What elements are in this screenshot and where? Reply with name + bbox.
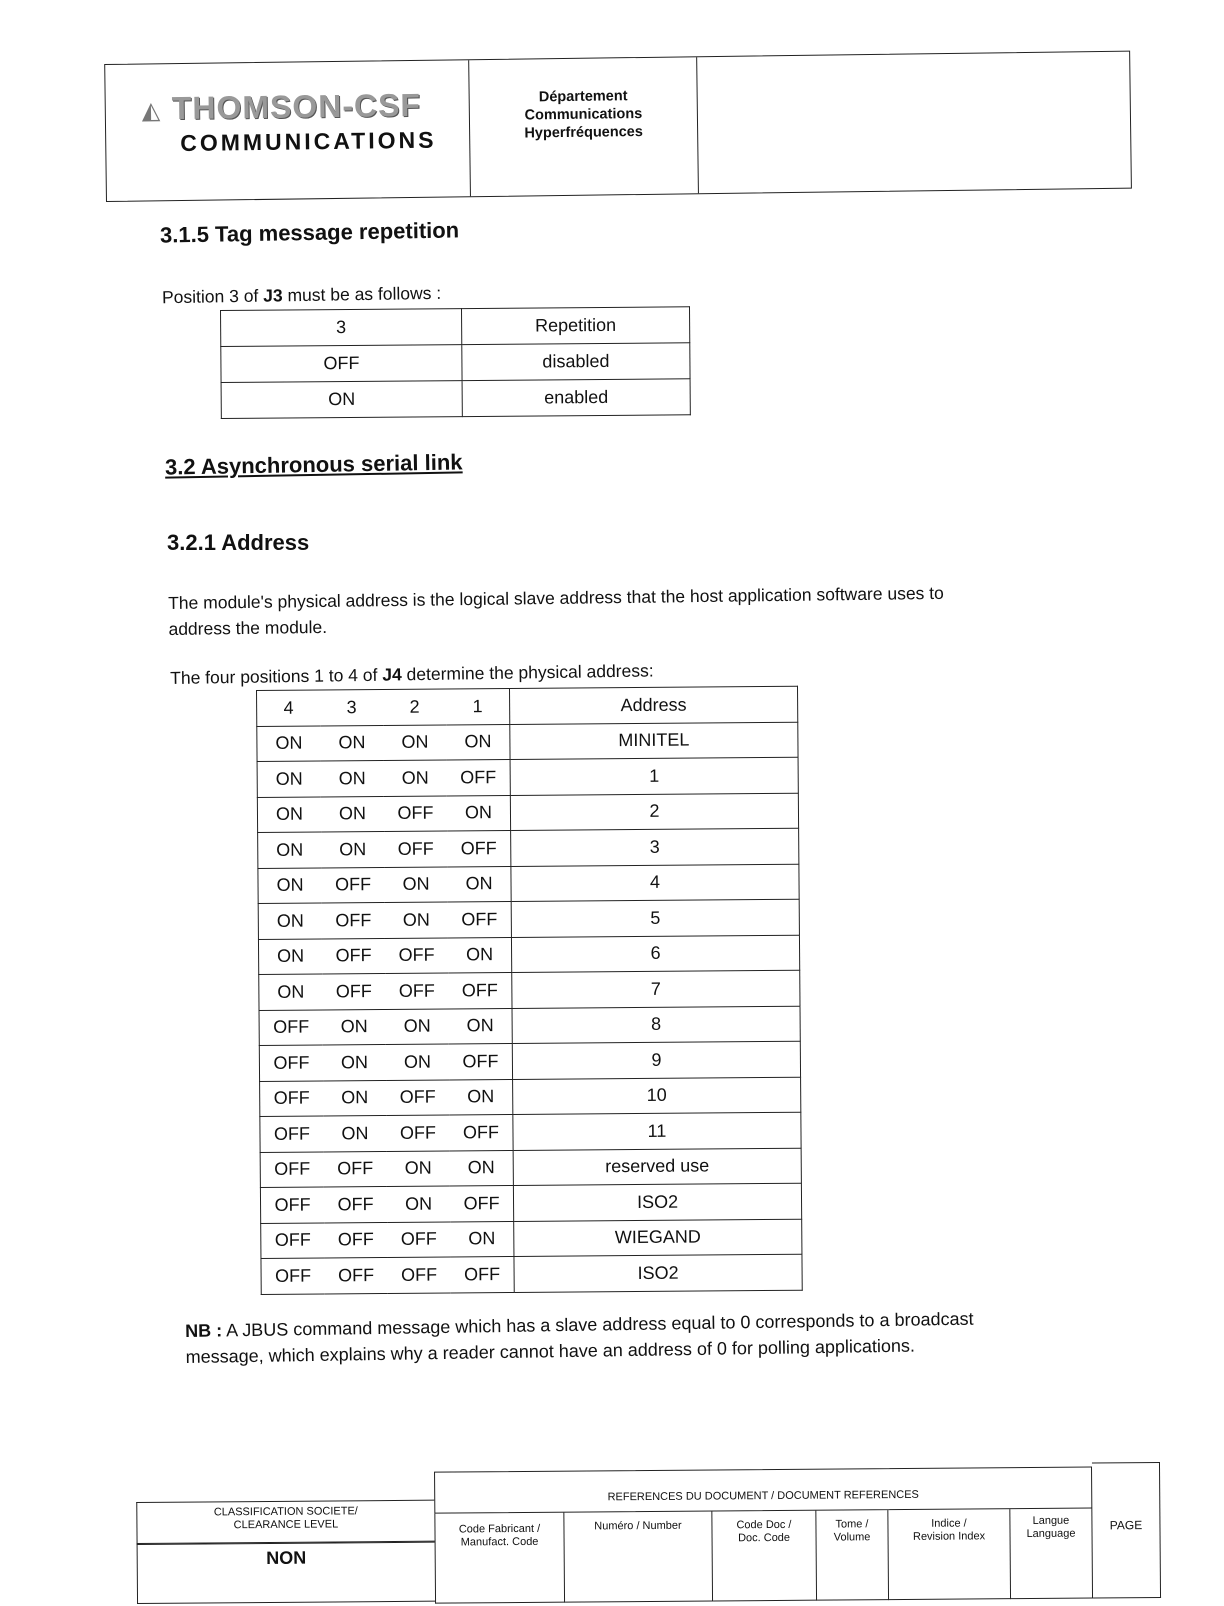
switch-position-cell: ON xyxy=(321,831,384,867)
classification-value-cell xyxy=(137,1542,435,1604)
switch-position-cell: ON xyxy=(449,1008,513,1044)
switch-position-cell: ON xyxy=(447,795,511,831)
switch-position-cell: ON xyxy=(321,761,384,797)
switch-position-cell: OFF xyxy=(261,1258,325,1294)
switch-position-cell: ON xyxy=(323,1044,386,1080)
table-header-row xyxy=(257,686,798,726)
table-row xyxy=(260,1112,801,1152)
table-header-cell: 1 xyxy=(446,689,510,725)
switch-position-cell: ON xyxy=(257,725,321,761)
switch-position-cell: OFF xyxy=(260,1080,324,1116)
table-header-row xyxy=(221,307,690,347)
table-cell: OFF xyxy=(221,345,462,383)
table-row xyxy=(221,343,690,383)
logo-subtitle: COMMUNICATIONS xyxy=(180,126,437,157)
switch-position-cell: OFF xyxy=(387,1221,450,1257)
switch-position-cell: ON xyxy=(258,903,322,939)
classification-label: CLASSIFICATION SOCIETE/ xyxy=(213,1505,358,1519)
table-cell: enabled xyxy=(462,379,690,417)
switch-position-cell: ON xyxy=(258,867,322,903)
reference-column: Code Doc / Doc. Code xyxy=(712,1511,817,1602)
document-footer xyxy=(136,1462,1161,1600)
switch-position-cell: ON xyxy=(387,1186,450,1222)
switch-position-cell: ON xyxy=(383,725,446,761)
references-title-cell xyxy=(434,1466,1092,1513)
table-header-cell: 3 xyxy=(320,690,383,726)
reference-column: Tome / Volume xyxy=(816,1510,889,1601)
references-title: REFERENCES DU DOCUMENT / DOCUMENT REFERENCES xyxy=(607,1488,919,1504)
switch-position-cell: ON xyxy=(259,974,323,1010)
switch-position-cell: ON xyxy=(448,937,512,973)
reference-column: Code Fabricant / Manufact. Code xyxy=(434,1513,565,1604)
table-row xyxy=(257,793,798,833)
department-line: Communications xyxy=(524,105,643,124)
switch-position-cell: OFF xyxy=(259,1045,323,1081)
table-row xyxy=(260,1183,801,1223)
switch-position-cell: OFF xyxy=(447,760,511,796)
address-table-body xyxy=(257,722,802,1294)
switch-position-cell: ON xyxy=(450,1150,514,1186)
address-cell: MINITEL xyxy=(510,722,798,760)
page-cell xyxy=(1092,1462,1161,1599)
switch-position-cell: OFF xyxy=(322,902,385,938)
switch-position-cell: OFF xyxy=(449,1043,513,1079)
address-intro: The four positions 1 to 4 of J4 determine the physical address: xyxy=(170,660,654,688)
classification-label: CLEARANCE LEVEL xyxy=(233,1518,339,1532)
address-cell: 1 xyxy=(510,757,798,795)
table-row xyxy=(261,1254,802,1294)
address-cell: 3 xyxy=(511,828,799,866)
table-header-cell: Repetition xyxy=(461,307,689,345)
address-cell: 2 xyxy=(510,793,798,831)
switch-position-cell: ON xyxy=(257,796,321,832)
table-row xyxy=(259,1041,800,1081)
table-row xyxy=(258,828,799,868)
table-row xyxy=(260,1148,801,1188)
table-row xyxy=(261,1219,802,1259)
address-cell: 6 xyxy=(511,935,799,973)
address-table xyxy=(256,686,803,1295)
table-cell: ON xyxy=(221,381,462,419)
switch-position-cell: OFF xyxy=(387,1257,450,1293)
switch-position-cell: OFF xyxy=(324,1222,387,1258)
repetition-intro: Position 3 of J3 must be as follows : xyxy=(161,282,442,308)
nb-note: NB : A JBUS command message which has a slave address equal to 0 corresponds to a broadcast message, which explains why a reader cannot have an address of 0 for polling applications. xyxy=(185,1308,974,1367)
switch-position-cell: OFF xyxy=(384,796,447,832)
switch-position-cell: ON xyxy=(447,866,511,902)
logo-cell xyxy=(105,60,471,201)
address-cell: ISO2 xyxy=(514,1254,802,1292)
switch-position-cell: OFF xyxy=(324,1257,387,1293)
table-row xyxy=(257,757,798,797)
switch-position-cell: OFF xyxy=(261,1222,325,1258)
switch-position-cell: OFF xyxy=(385,973,448,1009)
table-row xyxy=(259,1006,800,1046)
switch-position-cell: OFF xyxy=(260,1151,324,1187)
switch-position-cell: ON xyxy=(384,867,447,903)
switch-position-cell: ON xyxy=(386,1008,449,1044)
switch-position-cell: OFF xyxy=(385,938,448,974)
switch-position-cell: ON xyxy=(384,760,447,796)
switch-position-cell: ON xyxy=(385,902,448,938)
table-header-cell: 3 xyxy=(221,309,462,347)
address-cell: 7 xyxy=(512,970,800,1008)
address-cell: ISO2 xyxy=(513,1183,801,1221)
switch-position-cell: OFF xyxy=(448,902,512,938)
switch-position-cell: OFF xyxy=(386,1115,449,1151)
address-cell: 11 xyxy=(513,1112,801,1150)
table-header-cell: Address xyxy=(509,686,797,724)
address-cell: reserved use xyxy=(513,1148,801,1186)
switch-position-cell: OFF xyxy=(260,1187,324,1223)
table-row xyxy=(258,864,799,904)
switch-position-cell: OFF xyxy=(449,1114,513,1150)
address-cell: 10 xyxy=(513,1077,801,1115)
address-cell: 5 xyxy=(511,899,799,937)
address-cell: 8 xyxy=(512,1006,800,1044)
table-row xyxy=(259,970,800,1010)
section-heading-3-2: 3.2 Asynchronous serial link xyxy=(164,449,463,480)
switch-position-cell: OFF xyxy=(386,1079,449,1115)
switch-position-cell: ON xyxy=(450,1221,514,1257)
address-cell: WIEGAND xyxy=(514,1219,802,1257)
logo-wordmark: THOMSON-CSF xyxy=(171,86,422,127)
switch-position-cell: ON xyxy=(446,724,510,760)
switch-position-cell: ON xyxy=(257,761,321,797)
reference-column: Indice / Revision Index xyxy=(888,1509,1011,1600)
table-header-cell: 2 xyxy=(383,689,446,725)
switch-position-cell: ON xyxy=(323,1115,386,1151)
switch-position-cell: ON xyxy=(449,1079,513,1115)
switch-position-cell: OFF xyxy=(448,973,512,1009)
switch-position-cell: OFF xyxy=(322,973,385,1009)
switch-position-cell: ON xyxy=(321,796,384,832)
department-line: Hyperfréquences xyxy=(524,123,643,142)
table-row xyxy=(258,899,799,939)
switch-position-cell: OFF xyxy=(260,1116,324,1152)
section-heading-3-1-5: 3.1.5 Tag message repetition xyxy=(159,217,460,248)
switch-position-cell: OFF xyxy=(450,1185,514,1221)
department-line: Département xyxy=(538,88,628,106)
switch-position-cell: ON xyxy=(258,938,322,974)
switch-position-cell: OFF xyxy=(447,831,511,867)
repetition-table xyxy=(220,306,691,419)
department-cell xyxy=(469,57,699,196)
page-label: PAGE xyxy=(1109,1518,1143,1533)
switch-position-cell: OFF xyxy=(384,831,447,867)
switch-position-cell: ON xyxy=(320,725,383,761)
table-row xyxy=(258,935,799,975)
address-cell: 4 xyxy=(511,864,799,902)
document-header xyxy=(104,51,1132,202)
switch-position-cell: ON xyxy=(258,832,322,868)
reference-column: Langue Language xyxy=(1010,1508,1093,1599)
address-cell: 9 xyxy=(512,1041,800,1079)
switch-position-cell: ON xyxy=(387,1150,450,1186)
classification-label-cell xyxy=(136,1500,434,1544)
classification-value: NON xyxy=(266,1547,307,1568)
switch-position-cell: OFF xyxy=(324,1186,387,1222)
switch-position-cell: OFF xyxy=(322,938,385,974)
address-paragraph: The module's physical address is the logical slave address that the host application software uses to address the module. xyxy=(168,582,944,639)
switch-position-cell: ON xyxy=(386,1044,449,1080)
table-row xyxy=(221,379,690,419)
table-row xyxy=(257,722,798,762)
table-row xyxy=(260,1077,801,1117)
switch-position-cell: ON xyxy=(323,1009,386,1045)
switch-position-cell: OFF xyxy=(450,1256,514,1292)
table-header-cell: 4 xyxy=(257,690,321,726)
section-heading-3-2-1: 3.2.1 Address xyxy=(167,530,310,555)
switch-position-cell: OFF xyxy=(321,867,384,903)
switch-position-cell: ON xyxy=(323,1080,386,1116)
switch-position-cell: OFF xyxy=(324,1151,387,1187)
reference-column: Numéro / Number xyxy=(564,1511,713,1602)
table-cell: disabled xyxy=(462,343,690,381)
thomson-logo-icon: ◭ xyxy=(141,97,161,125)
switch-position-cell: OFF xyxy=(259,1009,323,1045)
